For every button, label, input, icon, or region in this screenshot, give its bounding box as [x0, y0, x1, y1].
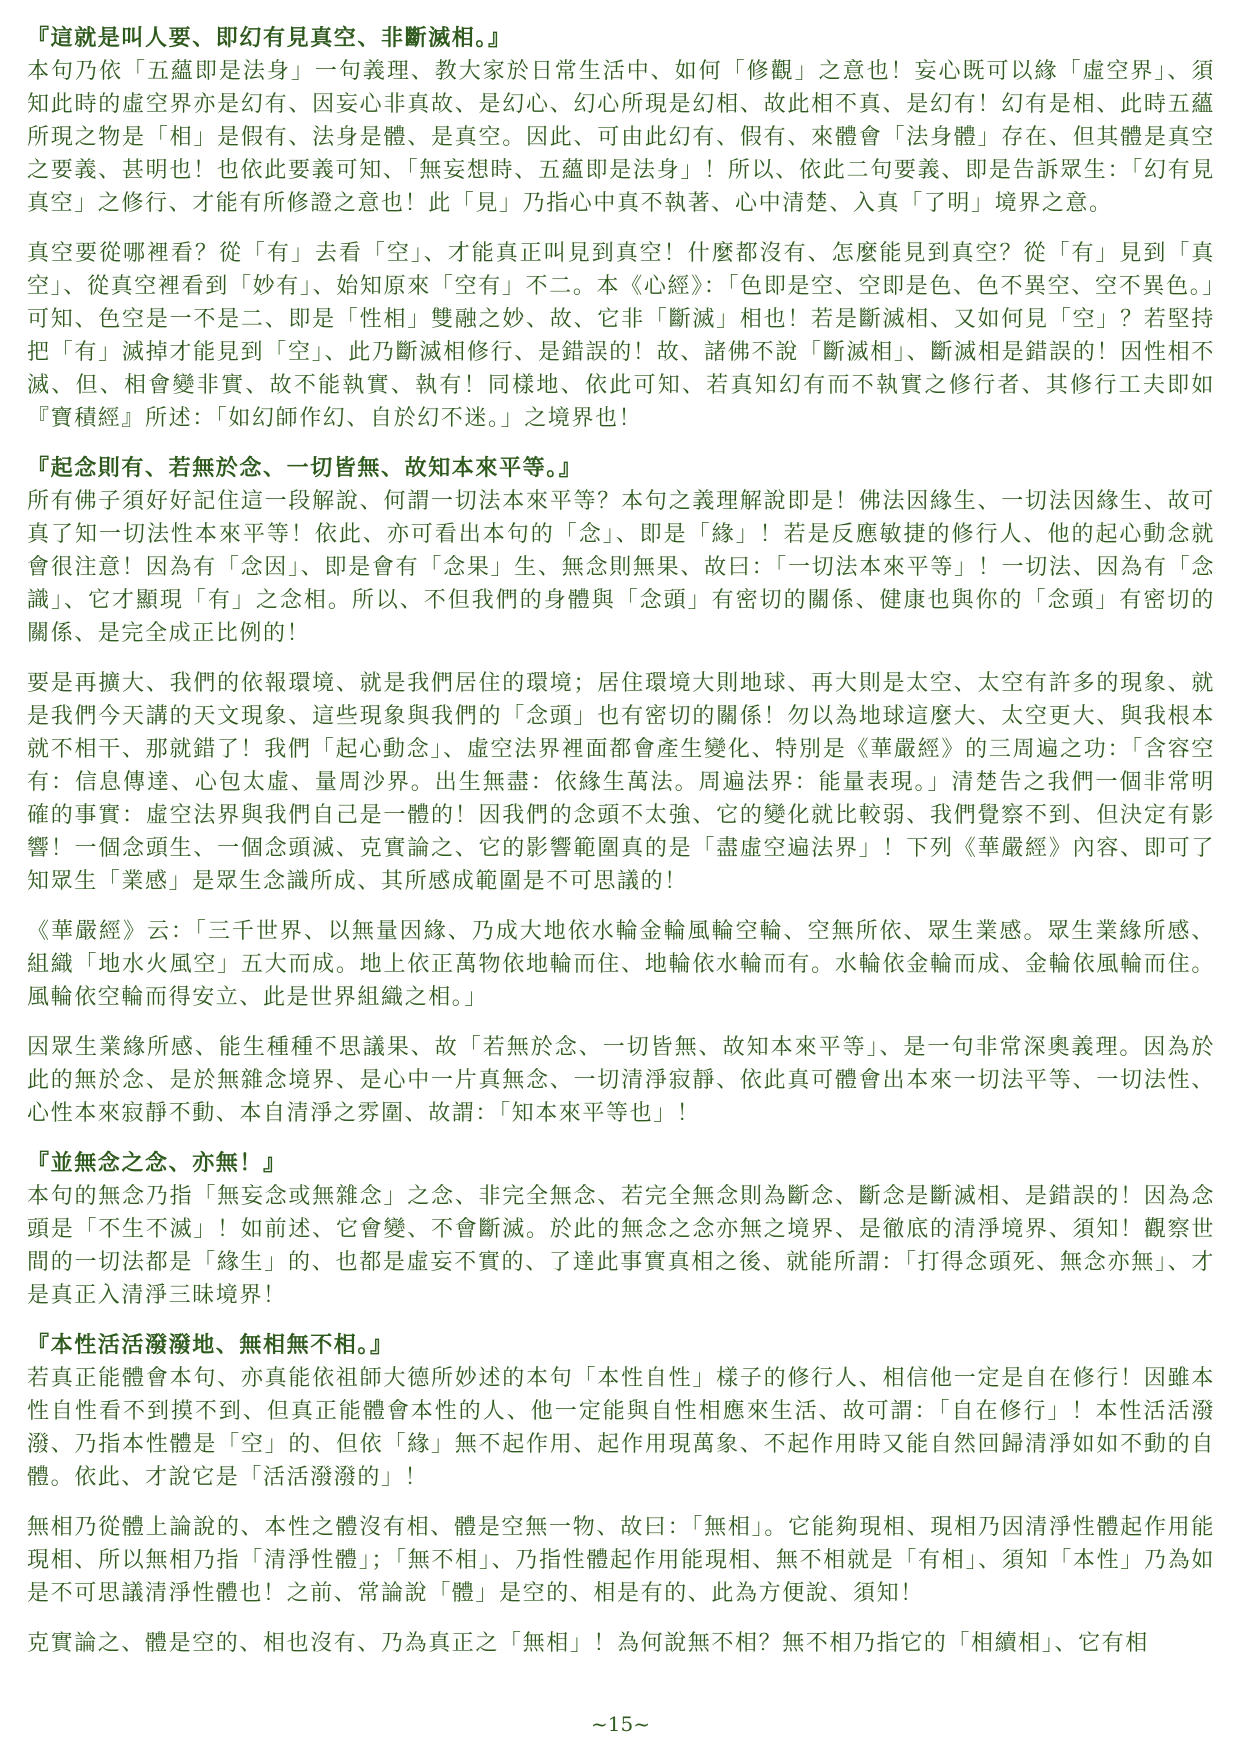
- paragraph: 《華嚴經》云：「三千世界、以無量因緣、乃成大地依水輪金輪風輪空輪、空無所依、眾生業感。眾生業緣所感、組織「地水火風空」五大而成。地上依正萬物依地輪而住、地輪依水輪而有。水輪依金輪而成、金輪依風輪而住。風輪依空輪而得安立、此是世界組織之相。」: [27, 919, 1215, 1010]
- section-2: [27, 452, 1215, 1130]
- paragraph: 無相乃從體上論說的、本性之體沒有相、體是空無一物、故曰：「無相」。它能夠現相、現相乃因清淨性體起作用能現相、所以無相乃指「清淨性體」；「無不相」、乃指性體起作用能現相、無不相就是「有相」、須知「本性」乃為如是不可思議清淨性體也！之前、常論說「體」是空的、相是有的、此為方便說、須知！: [27, 1515, 1215, 1606]
- section-heading: 『並無念之念、亦無！』: [27, 1150, 287, 1176]
- paragraph: 本句乃依「五蘊即是法身」一句義理、教大家於日常生活中、如何「修觀」之意也！妄心既可以緣「虛空界」、須知此時的虛空界亦是幻有、因妄心非真故、是幻心、幻心所現是幻相、故此相不真、是幻有！幻有是相、此時五蘊所現之物是「相」是假有、法身是體、是真空。因此、可由此幻有、假有、來體會「法身體」存在、但其體是真空之要義、甚明也！也依此要義可知、「無妄想時、五蘊即是法身」！所以、依此二句要義、即是告訴眾生：「幻有見真空」之修行、才能有所修證之意也！此「見」乃指心中真不執著、心中清楚、入真「了明」境界之意。: [27, 59, 1215, 216]
- section-3: [27, 1147, 1215, 1312]
- document-page: [27, 22, 1215, 1677]
- paragraph: 本句的無念乃指「無妄念或無雜念」之念、非完全無念、若完全無念則為斷念、斷念是斷滅相、是錯誤的！因為念頭是「不生不滅」！如前述、它會變、不會斷滅。於此的無念之念亦無之境界、是徹底的清淨境界、須知！觀察世間的一切法都是「緣生」的、也都是虛妄不實的、了達此事實真相之後、就能所謂：「打得念頭死、無念亦無」、才是真正入清淨三昧境界！: [27, 1184, 1215, 1308]
- page-number: ~15~: [591, 1712, 650, 1736]
- section-4: [27, 1329, 1215, 1660]
- paragraph: 因眾生業緣所感、能生種種不思議果、故「若無於念、一切皆無、故知本來平等」、是一句非常深奧義理。因為於此的無於念、是於無雜念境界、是心中一片真無念、一切清淨寂靜、依此真可體會出本來一切法平等、一切法性、心性本來寂靜不動、本自清淨之雰圍、故謂：「知本來平等也」！: [27, 1035, 1215, 1126]
- paragraph: 克實論之、體是空的、相也沒有、乃為真正之「無相」！為何說無不相？無不相乃指它的「相續相」、它有相: [27, 1631, 1149, 1656]
- paragraph: 真空要從哪裡看？從「有」去看「空」、才能真正叫見到真空！什麼都沒有、怎麼能見到真空？從「有」見到「真空」、從真空裡看到「妙有」、始知原來「空有」不二。本《心經》：「色即是空、空即是色、色不異空、空不異色。」可知、色空是一不是二、即是「性相」雙融之妙、故、它非「斷滅」相也！若是斷滅相、又如何見「空」？若堅持把「有」滅掉才能見到「空」、此乃斷滅相修行、是錯誤的！故、諸佛不說「斷滅相」、斷滅相是錯誤的！因性相不滅、但、相會變非實、故不能執實、執有！同樣地、依此可知、若真知幻有而不執實之修行者、其修行工夫即如『寶積經』所述：「如幻師作幻、自於幻不迷。」之境界也！: [27, 241, 1215, 431]
- section-heading: 『起念則有、若無於念、一切皆無、故知本來平等。』: [27, 455, 583, 481]
- section-1: [27, 22, 1215, 435]
- paragraph: 若真正能體會本句、亦真能依祖師大德所妙述的本句「本性自性」樣子的修行人、相信他一定是自在修行！因雖本性自性看不到摸不到、但真正能體會本性的人、他一定能與自性相應來生活、故可謂：「自在修行」！本性活活潑潑、乃指本性體是「空」的、但依「緣」無不起作用、起作用現萬象、不起作用時又能自然回歸清淨如如不動的自體。依此、才說它是「活活潑潑的」！: [27, 1366, 1215, 1490]
- section-heading: 『這就是叫人要、即幻有見真空、非斷滅相。』: [27, 25, 512, 51]
- section-heading: 『本性活活潑潑地、無相無不相。』: [27, 1332, 394, 1358]
- paragraph: 所有佛子須好好記住這一段解說、何謂一切法本來平等？本句之義理解說即是！佛法因緣生、一切法因緣生、故可真了知一切法性本來平等！依此、亦可看出本句的「念」、即是「緣」！若是反應敏捷的修行人、他的起心動念就會很注意！因為有「念因」、即是會有「念果」生、無念則無果、故曰：「一切法本來平等」！一切法、因為有「念識」、它才顯現「有」之念相。所以、不但我們的身體與「念頭」有密切的關係、健康也與你的「念頭」有密切的關係、是完全成正比例的！: [27, 489, 1215, 646]
- paragraph: 要是再擴大、我們的依報環境、就是我們居住的環境；居住環境大則地球、再大則是太空、太空有許多的現象、就是我們今天講的天文現象、這些現象與我們的「念頭」也有密切的關係！勿以為地球這麼大、太空更大、與我根本就不相干、那就錯了！我們「起心動念」、虛空法界裡面都會產生變化、特別是《華嚴經》的三周遍之功：「含容空有：信息傳達、心包太虛、量周沙界。出生無盡：依緣生萬法。周遍法界：能量表現。」清楚告之我們一個非常明確的事實：虛空法界與我們自己是一體的！因我們的念頭不太強、它的變化就比較弱、我們覺察不到、但決定有影響！一個念頭生、一個念頭滅、克實論之、它的影響範圍真的是「盡虛空遍法界」！下列《華嚴經》內容、即可了知眾生「業感」是眾生念識所成、其所感成範圍是不可思議的！: [27, 671, 1215, 894]
